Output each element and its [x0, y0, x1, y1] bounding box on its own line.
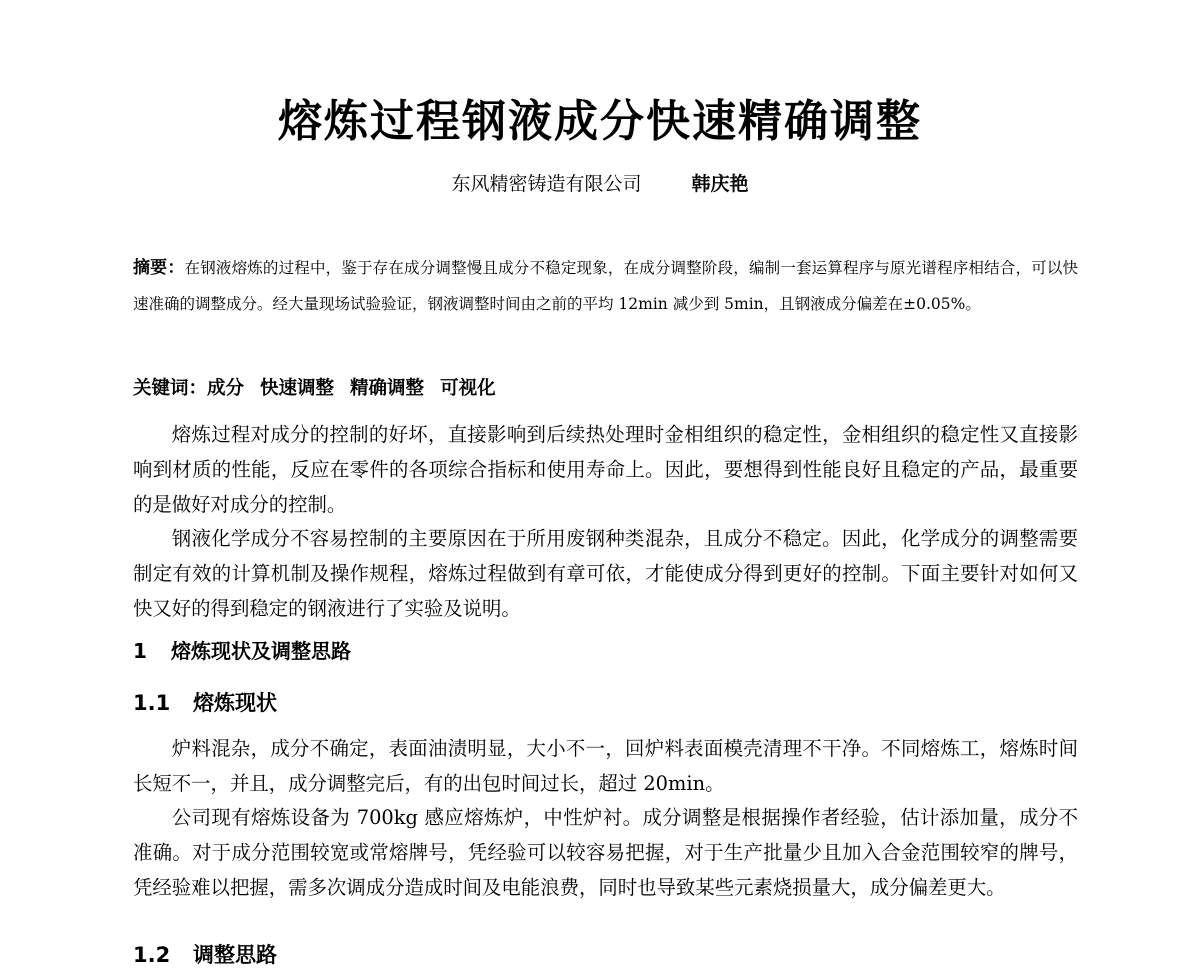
body-paragraph: 炉料混杂，成分不确定，表面油渍明显，大小不一，回炉料表面模壳清理不干净。不同熔炼工，熔炼时间长短不一，并且，成分调整完后，有的出包时间过长，超过 20min。: [133, 737, 1078, 795]
keyword: 精确调整: [350, 378, 425, 399]
keyword: 快速调整: [260, 378, 335, 399]
section-title: 熔炼现状及调整思路: [171, 639, 351, 663]
subsection-number: 1.2: [133, 943, 171, 967]
section-heading: [133, 634, 1078, 668]
subsection-heading-cut: [133, 938, 1078, 967]
keyword: 成分: [207, 378, 245, 399]
author-name: 韩庆艳: [691, 173, 749, 195]
author-line: [0, 170, 1200, 198]
author-organization: 东风精密铸造有限公司: [451, 173, 642, 195]
body-paragraph: 钢液化学成分不容易控制的主要原因在于所用废钢种类混杂，且成分不稳定。因此，化学成分的调整需要制定有效的计算机制及操作规程，熔炼过程做到有章可依，才能使成分得到更好的控制。下面主要针对如何又快又好的得到稳定的钢液进行了实验及说明。: [133, 527, 1078, 620]
keywords-label: 关键词：: [133, 378, 208, 399]
subsection-number: 1.1: [133, 691, 171, 715]
keyword: 可视化: [440, 378, 496, 399]
subsection-heading: [133, 686, 1078, 720]
keywords: [133, 372, 1078, 406]
abstract: [133, 250, 1078, 322]
body-paragraph: 公司现有熔炼设备为 700kg 感应熔炼炉，中性炉衬。成分调整是根据操作者经验，估计添加量，成分不准确。对于成分范围较宽或常熔牌号，凭经验可以较容易把握，对于生产批量少且加入合金范围较窄的牌号，凭经验难以把握，需多次调成分造成时间及电能浪费，同时也导致某些元素烧损量大，成分偏差更大。: [133, 806, 1078, 899]
body-paragraph: 熔炼过程对成分的控制的好坏，直接影响到后续热处理时金相组织的稳定性，金相组织的稳定性又直接影响到材质的性能，反应在零件的各项综合指标和使用寿命上。因此，要想得到性能良好且稳定的产品，最重要的是做好对成分的控制。: [133, 423, 1078, 516]
abstract-label: 摘要：: [133, 258, 185, 278]
section-number: 1: [133, 639, 147, 663]
subsection-title: 熔炼现状: [193, 691, 277, 715]
subsection-title: 调整思路: [193, 943, 277, 967]
paper-title: 熔炼过程钢液成分快速精确调整: [278, 96, 922, 147]
abstract-text: 在钢液熔炼的过程中，鉴于存在成分调整慢且成分不稳定现象，在成分调整阶段，编制一套运算程序与原光谱程序相结合，可以快速准确的调整成分。经大量现场试验验证，钢液调整时间由之前的平均 12min 减少到 5min，且钢液成分偏差在±0.05%。: [133, 259, 1079, 313]
